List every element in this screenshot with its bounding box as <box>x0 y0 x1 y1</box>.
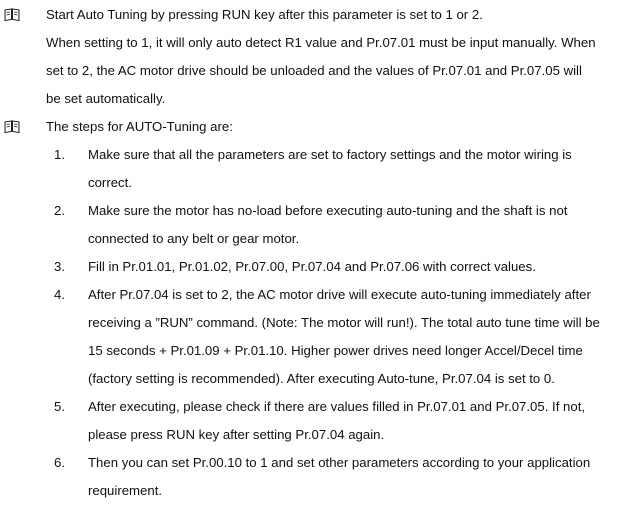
step-4-line-2: receiving a ”RUN” command. (Note: The motor will run!). The total auto tune time will be <box>88 315 600 330</box>
book-icon <box>4 120 20 133</box>
step-5-line-1: After executing, please check if there are values filled in Pr.07.01 and Pr.07.05. If not, <box>88 399 586 414</box>
step-1-line-1: Make sure that all the parameters are set to factory settings and the motor wiring is <box>88 147 572 162</box>
note-1-line-4: be set automatically. <box>46 91 166 106</box>
step-6-line-1: Then you can set Pr.00.10 to 1 and set other parameters according to your application <box>88 455 591 470</box>
step-1-line-2: correct. <box>88 175 132 190</box>
step-3-number: 3. <box>54 259 65 274</box>
step-4-line-4: (factory setting is recommended). After executing Auto-tune, Pr.07.04 is set to 0. <box>88 371 555 386</box>
book-icon <box>4 8 20 21</box>
note-1-line-1: Start Auto Tuning by pressing RUN key after this parameter is set to 1 or 2. <box>46 7 483 22</box>
step-4-line-1: After Pr.07.04 is set to 2, the AC motor drive will execute auto-tuning immediately after <box>88 287 591 302</box>
step-1-number: 1. <box>54 147 65 162</box>
step-2-line-1: Make sure the motor has no-load before executing auto-tuning and the shaft is not <box>88 203 568 218</box>
note-1-line-3: set to 2, the AC motor drive should be unloaded and the values of Pr.07.01 and Pr.07.05 will <box>46 63 582 78</box>
step-2-number: 2. <box>54 203 65 218</box>
step-6-number: 6. <box>54 455 65 470</box>
step-5-number: 5. <box>54 399 65 414</box>
note-2-line-1: The steps for AUTO-Tuning are: <box>46 119 233 134</box>
step-4-number: 4. <box>54 287 65 302</box>
step-5-line-2: please press RUN key after setting Pr.07.04 again. <box>88 427 385 442</box>
step-4-line-3: 15 seconds + Pr.01.09 + Pr.01.10. Higher power drives need longer Accel/Decel time <box>88 343 583 358</box>
step-3-line-1: Fill in Pr.01.01, Pr.01.02, Pr.07.00, Pr.07.04 and Pr.07.06 with correct values. <box>88 259 536 274</box>
note-1-line-2: When setting to 1, it will only auto detect R1 value and Pr.07.01 must be input manually. When <box>46 35 596 50</box>
step-6-line-2: requirement. <box>88 483 163 498</box>
step-2-line-2: connected to any belt or gear motor. <box>88 231 300 246</box>
